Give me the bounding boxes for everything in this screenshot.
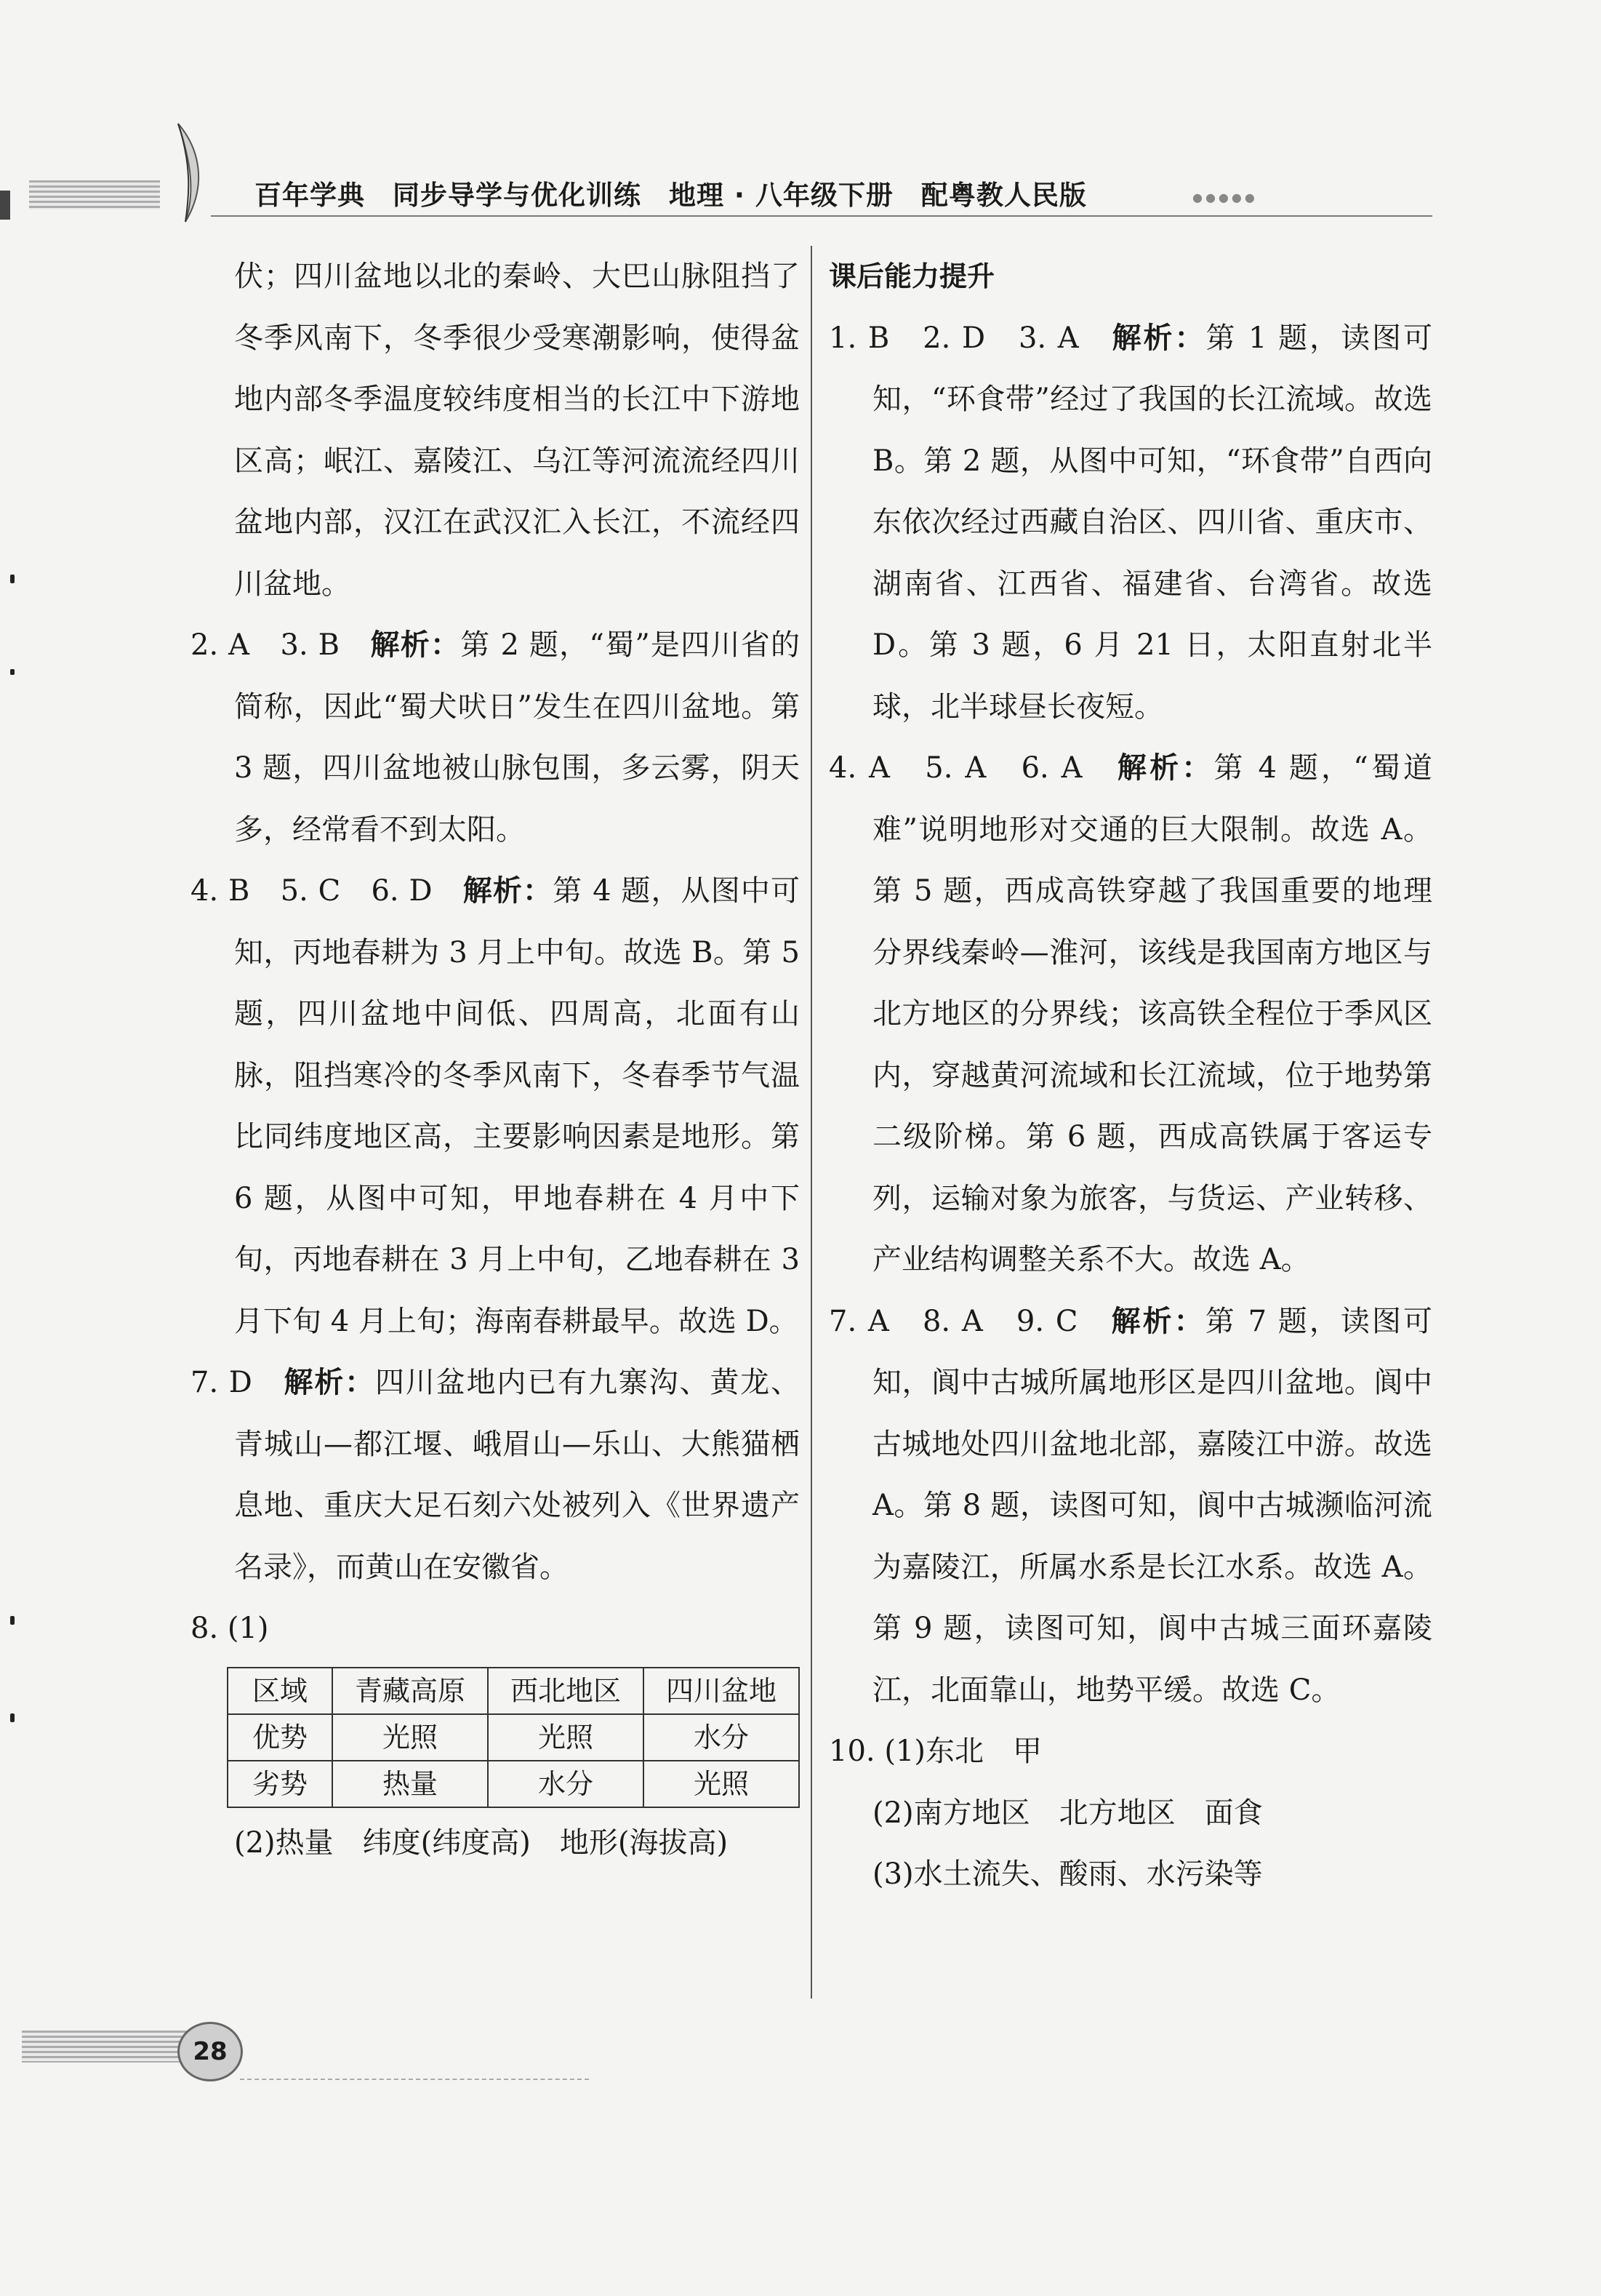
running-header-title: 百年学典 同步导学与优化训练 地理 · 八年级下册 配粤教人民版 [254, 180, 1087, 211]
column-divider [811, 246, 812, 1999]
margin-mark [10, 1616, 15, 1625]
table-cell: 水分 [488, 1761, 643, 1807]
section-title: 课后能力提升 [829, 260, 995, 292]
answer-item-7-9 [829, 1291, 1432, 1721]
header-edge-mark [0, 191, 10, 220]
margin-mark [10, 669, 15, 675]
analysis-label: 解析： [1111, 1304, 1205, 1338]
analysis-label: 解析： [1112, 321, 1206, 355]
answer-keys: 4. B 5. C 6. D [190, 874, 463, 908]
table-cell: 水分 [643, 1714, 799, 1761]
table-row [228, 1668, 799, 1714]
answer-keys: 7. D [190, 1366, 284, 1399]
analysis-text: 第 4 题，“蜀道难”说明地形对交通的巨大限制。故选 A。第 5 题，西成高铁穿越了我国重要的地理分界线秦岭—淮河，该线是我国南方地区与北方地区的分界线；该高铁全程位于季风区内，穿越黄河流域和长江流域，位于地势第二级阶梯。第 6 题，西成高铁属于客运专列，运输对象为旅客，与货运、产业转移、产业结构调整关系不大。故选 A。 [872, 751, 1433, 1276]
feather-pen-icon [156, 120, 244, 229]
margin-mark [10, 575, 15, 583]
table-row [228, 1714, 799, 1761]
header-rule [211, 215, 1432, 217]
header-stripe-decoration [29, 180, 160, 209]
table-cell: 光照 [488, 1714, 643, 1761]
answer-item-10-3: (3)水土流失、酸雨、水污染等 [872, 1857, 1263, 1891]
answer-item-7 [190, 1352, 800, 1598]
table-cell: 光照 [643, 1761, 799, 1807]
answer-keys: 4. A 5. A 6. A [829, 751, 1118, 785]
analysis-text: 第 7 题，读图可知，阆中古城所属地形区是四川盆地。阆中古城地处四川盆地北部，嘉陵江中游。故选 A。第 8 题，读图可知，阆中古城濒临河流为嘉陵江，所属水系是长江水系。故选 A。第 9 题，读图可知，阆中古城三面环嘉陵江，北面靠山，地势平缓。故选 C。 [872, 1304, 1433, 1707]
table-cell: 劣势 [228, 1761, 332, 1807]
table-cell: 区域 [228, 1668, 332, 1714]
table-row [228, 1761, 799, 1807]
footer-rule [240, 2079, 589, 2080]
answer-item-8-label: 8. (1) [190, 1612, 269, 1645]
table-cell: 热量 [332, 1761, 488, 1807]
header-dots-decoration: ●●●●● [1192, 191, 1258, 204]
answer-item-8-part2: (2)热量 纬度(纬度高) 地形(海拔高) [234, 1825, 729, 1860]
analysis-label: 解析： [370, 628, 461, 662]
answer-item-4-6 [829, 737, 1432, 1291]
table-cell: 光照 [332, 1714, 488, 1761]
answer-keys: 7. A 8. A 9. C [829, 1304, 1112, 1338]
comparison-table [227, 1667, 800, 1808]
analysis-label: 解析： [462, 874, 553, 908]
answer-item-2-3 [190, 615, 800, 860]
answer-continuation: 伏；四川盆地以北的秦岭、大巴山脉阻挡了冬季风南下，冬季很少受寒潮影响，使得盆地内部冬季温度较纬度相当的长江中下游地区高；岷江、嘉陵江、乌江等河流流经四川盆地内部，汉江在武汉汇入长江，不流经四川盆地。 [234, 260, 800, 601]
page-number: 28 [177, 2022, 243, 2081]
answer-item-4-6 [190, 860, 800, 1352]
analysis-label: 解析： [284, 1366, 376, 1399]
analysis-text: 四川盆地内已有九寨沟、黄龙、青城山—都江堰、峨眉山—乐山、大熊猫栖息地、重庆大足石刻六处被列入《世界遗产名录》，而黄山在安徽省。 [234, 1366, 800, 1584]
left-column [190, 246, 800, 1873]
table-cell: 西北地区 [488, 1668, 643, 1714]
analysis-text: 第 2 题，“蜀”是四川省的简称，因此“蜀犬吠日”发生在四川盆地。第 3 题，四川盆地被山脉包围，多云雾，阴天多，经常看不到太阳。 [234, 628, 800, 847]
margin-mark [10, 1713, 15, 1722]
footer-stripe-decoration [22, 2031, 189, 2063]
answer-item-1-3 [829, 308, 1432, 738]
analysis-text: 第 1 题，读图可知，“环食带”经过了我国的长江流域。故选 B。第 2 题，从图中可知，“环食带”自西向东依次经过西藏自治区、四川省、重庆市、湖南省、江西省、福建省、台湾省。故选 D。第 3 题，6 月 21 日，太阳直射北半球，北半球昼长夜短。 [872, 321, 1432, 724]
analysis-label: 解析： [1117, 751, 1214, 785]
answer-item-10-2: (2)南方地区 北方地区 面食 [872, 1796, 1263, 1830]
answer-keys: 1. B 2. D 3. A [829, 321, 1112, 355]
right-column [829, 246, 1432, 1905]
table-cell: 青藏高原 [332, 1668, 488, 1714]
analysis-text: 第 4 题，从图中可知，丙地春耕为 3 月上中旬。故选 B。第 5 题，四川盆地中间低、四周高，北面有山脉，阻挡寒冷的冬季风南下，冬春季节气温比同纬度地区高，主要影响因素是地形。第 6 题，从图中可知，甲地春耕在 4 月中下旬，丙地春耕在 3 月上中旬，乙地春耕在 3 月下旬 4 月上旬；海南春耕最早。故选 D。 [234, 874, 800, 1338]
answer-item-10-1: 10. (1)东北 甲 [829, 1735, 1042, 1768]
answer-keys: 2. A 3. B [190, 628, 371, 662]
table-cell: 优势 [228, 1714, 332, 1761]
table-cell: 四川盆地 [643, 1668, 799, 1714]
